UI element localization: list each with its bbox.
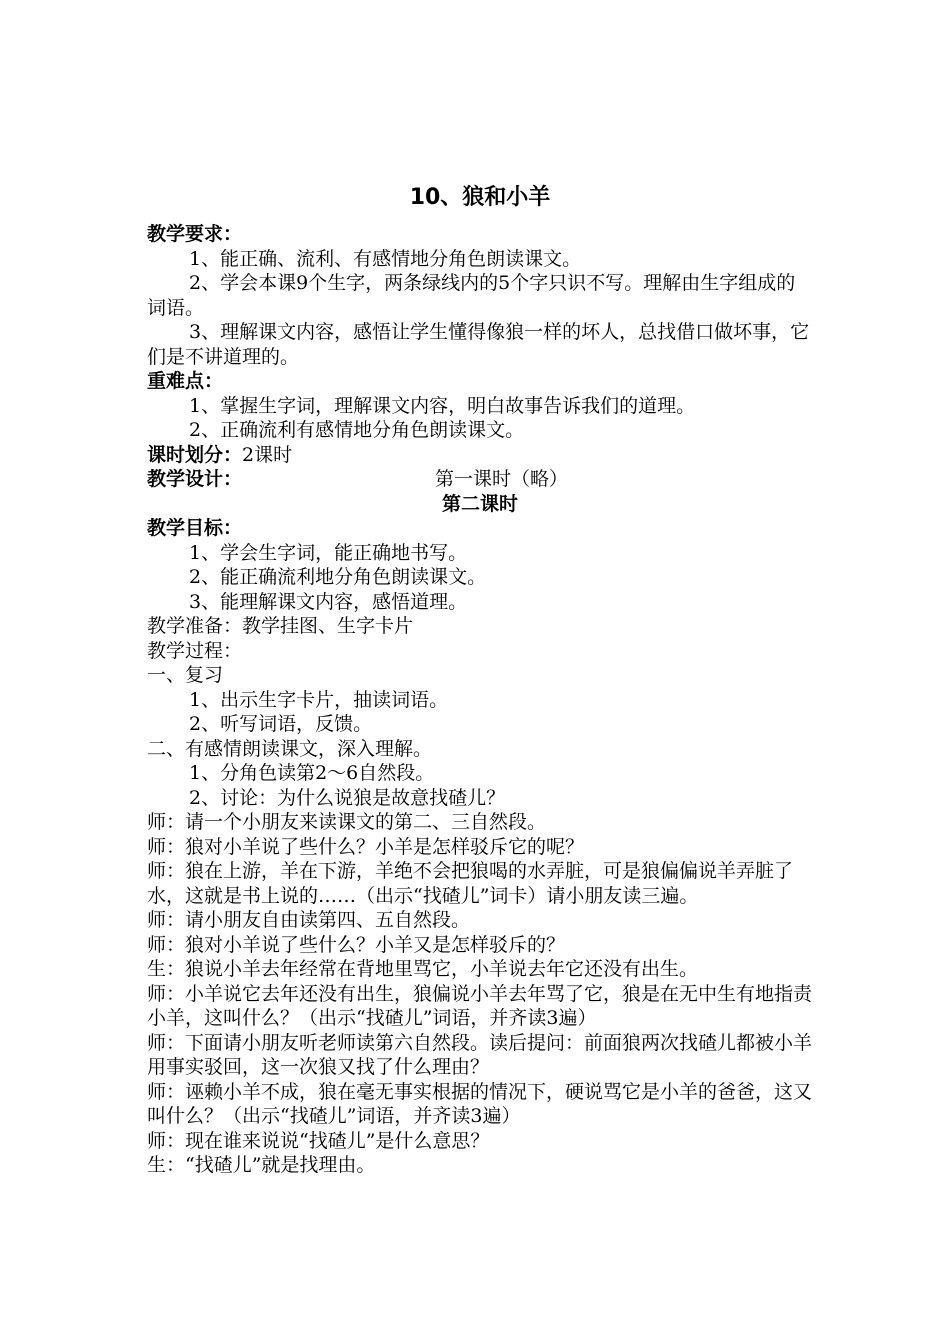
section-item: 2、听写词语，反馈。 [189, 713, 373, 735]
dialogue-line: 师：下面请小朋友听老师读第六自然段。读后提问：前面狼两次找碴儿都被小羊用事实驳回，这一次狼又找了什么理由？ [147, 1031, 813, 1078]
key-point-item: 2、正确流利有感情地分角色朗读课文。 [189, 419, 525, 441]
dialogue-line: 师：小羊说它去年还没有出生，狼偏说小羊去年骂了它，狼是在无中生有地指责小羊，这叫什么？（出示“找碴儿”词语，并齐读3遍） [147, 982, 813, 1029]
dialogue-line: 生：狼说小羊去年经常在背地里骂它，小羊说去年它还没有出生。 [147, 958, 699, 980]
requirements-heading: 教学要求： [147, 223, 243, 245]
dialogue-line: 师：狼对小羊说了些什么？小羊是怎样驳斥它的呢？ [147, 835, 585, 858]
dialogue-line: 生：“找碴儿”就是找理由。 [147, 1154, 376, 1176]
document-title: 10、狼和小羊 [409, 185, 551, 210]
objectives-heading: 教学目标： [147, 517, 243, 539]
dialogue-line: 师：诬赖小羊不成，狼在毫无事实根据的情况下，硬说骂它是小羊的爸爸，这又叫什么？（出示“找碴儿”词语，并齐读3遍） [147, 1080, 813, 1127]
section-item: 1、分角色读第2～6自然段。 [189, 762, 435, 784]
section-item: 2、讨论：为什么说狼是故意找碴儿？ [189, 786, 506, 809]
preparation-line: 教学准备：教学挂图、生字卡片 [147, 615, 414, 637]
dialogue-line: 师：请小朋友自由读第四、五自然段。 [147, 909, 471, 931]
requirement-item: 2、学会本课9个生字，两条绿线内的5个字只识不写。理解由生字组成的词语。 [147, 272, 796, 319]
key-points-heading: 重难点： [147, 370, 224, 392]
document-page [147, 180, 813, 1178]
section-item: 1、出示生字卡片，抽读词语。 [189, 688, 449, 711]
objective-item: 1、学会生字词，能正确地书写。 [189, 541, 468, 564]
requirement-item: 1、能正确、流利、有感情地分角色朗读课文。 [189, 247, 582, 270]
process-heading: 教学过程： [147, 639, 243, 662]
dialogue-line: 师：狼对小羊说了些什么？小羊又是怎样驳斥的？ [147, 933, 566, 956]
dialogue-line: 师：现在谁来说说“找碴儿”是什么意思？ [147, 1129, 490, 1152]
section-heading: 二、有感情朗读课文，深入理解。 [147, 737, 433, 760]
periods-heading: 课时划分： [147, 443, 243, 466]
key-point-item: 1、掌握生字词，理解课文内容，明白故事告诉我们的道理。 [189, 394, 696, 417]
periods-value: 2课时 [242, 443, 293, 466]
section-heading: 一、复习 [147, 664, 224, 686]
periods-line [147, 443, 813, 468]
first-period-label: 第一课时（略） [435, 468, 569, 490]
design-heading: 教学设计： [147, 468, 243, 490]
objective-item: 3、能理解课文内容，感悟道理。 [189, 590, 468, 613]
objective-item: 2、能正确流利地分角色朗读课文。 [189, 566, 487, 588]
requirement-item: 3、理解课文内容，感悟让学生懂得像狼一样的坏人，总找借口做坏事，它们是不讲道理的。 [147, 321, 810, 368]
second-period-heading: 第二课时 [441, 492, 518, 515]
dialogue-line: 师：狼在上游，羊在下游，羊绝不会把狼喝的水弄脏，可是狼偏偏说羊弄脏了水，这就是书上说的……（出示“找碴儿”词卡）请小朋友读三遍。 [147, 860, 794, 907]
dialogue-line: 师：请一个小朋友来读课文的第二、三自然段。 [147, 811, 547, 833]
design-line [147, 467, 813, 492]
